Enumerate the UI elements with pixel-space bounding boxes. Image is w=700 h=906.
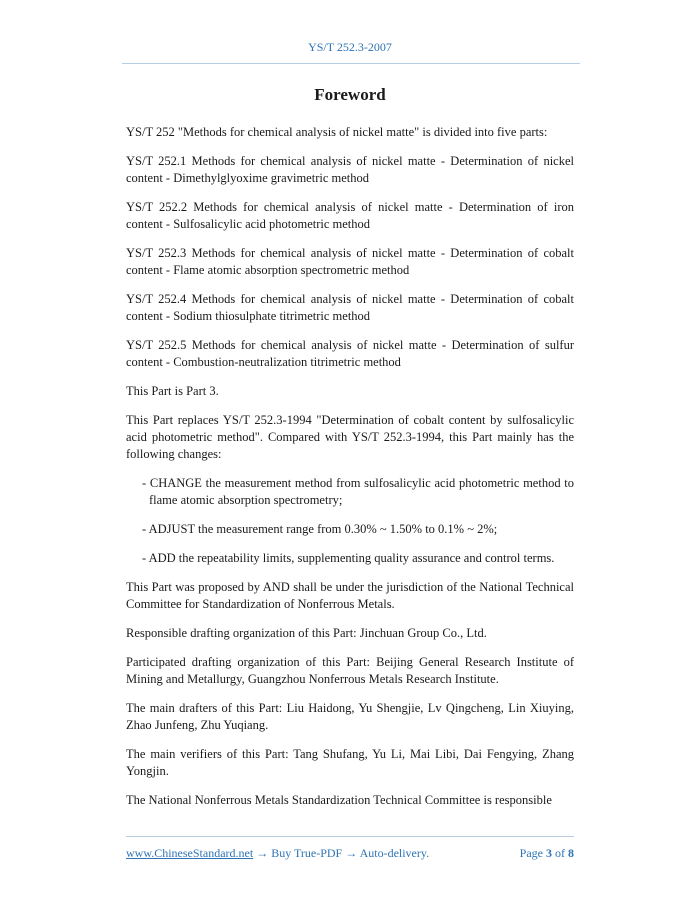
paragraph-part-5: YS/T 252.5 Methods for chemical analysis of nickel matte - Determination of sulfur content - Combustion-neutralization titrimetric method [126, 338, 574, 369]
change-item-method: - CHANGE the measurement method from sulfosalicylic acid photometric method to flame atomic absorption spectrometry; [142, 476, 574, 507]
header-standard-code: YS/T 252.3-2007 [308, 40, 392, 54]
page-label: Page [519, 846, 543, 860]
page-number [520, 846, 574, 861]
foreword-body [126, 124, 574, 821]
paragraph-drafters: The main drafters of this Part: Liu Haidong, Yu Shengjie, Lv Qingcheng, Lin Xiuying, Zhao Junfeng, Zhu Yuqiang. [126, 701, 574, 732]
header-divider [122, 63, 580, 64]
page-current: 3 [546, 846, 552, 860]
paragraph-part-3: YS/T 252.3 Methods for chemical analysis of nickel matte - Determination of cobalt content - Flame atomic absorption spectrometric method [126, 246, 574, 277]
paragraph-proposed: This Part was proposed by AND shall be under the jurisdiction of the National Technical Committee for Standardization of Nonferrous Metals. [126, 580, 574, 611]
paragraph-this-part: This Part is Part 3. [126, 384, 219, 398]
change-item-repeatability: - ADD the repeatability limits, supplementing quality assurance and control terms. [142, 551, 555, 565]
paragraph-intro: YS/T 252 "Methods for chemical analysis of nickel matte" is divided into five parts: [126, 125, 548, 139]
paragraph-verifiers: The main verifiers of this Part: Tang Shufang, Yu Li, Mai Libi, Dai Fengying, Zhang Yongjin. [126, 747, 574, 778]
page-total: 8 [568, 846, 574, 860]
footer-promo-text: → Buy True-PDF → Auto-delivery. [253, 846, 430, 860]
page-title: Foreword [314, 85, 386, 104]
footer-divider [126, 836, 574, 837]
paragraph-replaces: This Part replaces YS/T 252.3-1994 "Determination of cobalt content by sulfosalicylic acid photometric method". Compared with YS/T 252.3-1994, this Part mainly has the following changes: [126, 413, 574, 461]
footer-promo [126, 846, 429, 861]
page-of: of [555, 846, 565, 860]
paragraph-participating-orgs: Participated drafting organization of this Part: Beijing General Research Institute of Mining and Metallurgy, Guangzhou Nonferrous Metals Research Institute. [126, 655, 574, 686]
paragraph-part-1: YS/T 252.1 Methods for chemical analysis of nickel matte - Determination of nickel content - Dimethylglyoxime gravimetric method [126, 154, 574, 185]
chinesestandard-link[interactable]: www.ChineseStandard.net [126, 846, 254, 860]
change-item-range: - ADJUST the measurement range from 0.30% ~ 1.50% to 0.1% ~ 2%; [142, 522, 498, 536]
paragraph-part-4: YS/T 252.4 Methods for chemical analysis of nickel matte - Determination of cobalt content - Sodium thiosulphate titrimetric method [126, 292, 574, 323]
paragraph-committee: The National Nonferrous Metals Standardization Technical Committee is responsible [126, 793, 552, 807]
paragraph-part-2: YS/T 252.2 Methods for chemical analysis of nickel matte - Determination of iron content - Sulfosalicylic acid photometric method [126, 200, 574, 231]
paragraph-responsible-org: Responsible drafting organization of this Part: Jinchuan Group Co., Ltd. [126, 626, 487, 640]
